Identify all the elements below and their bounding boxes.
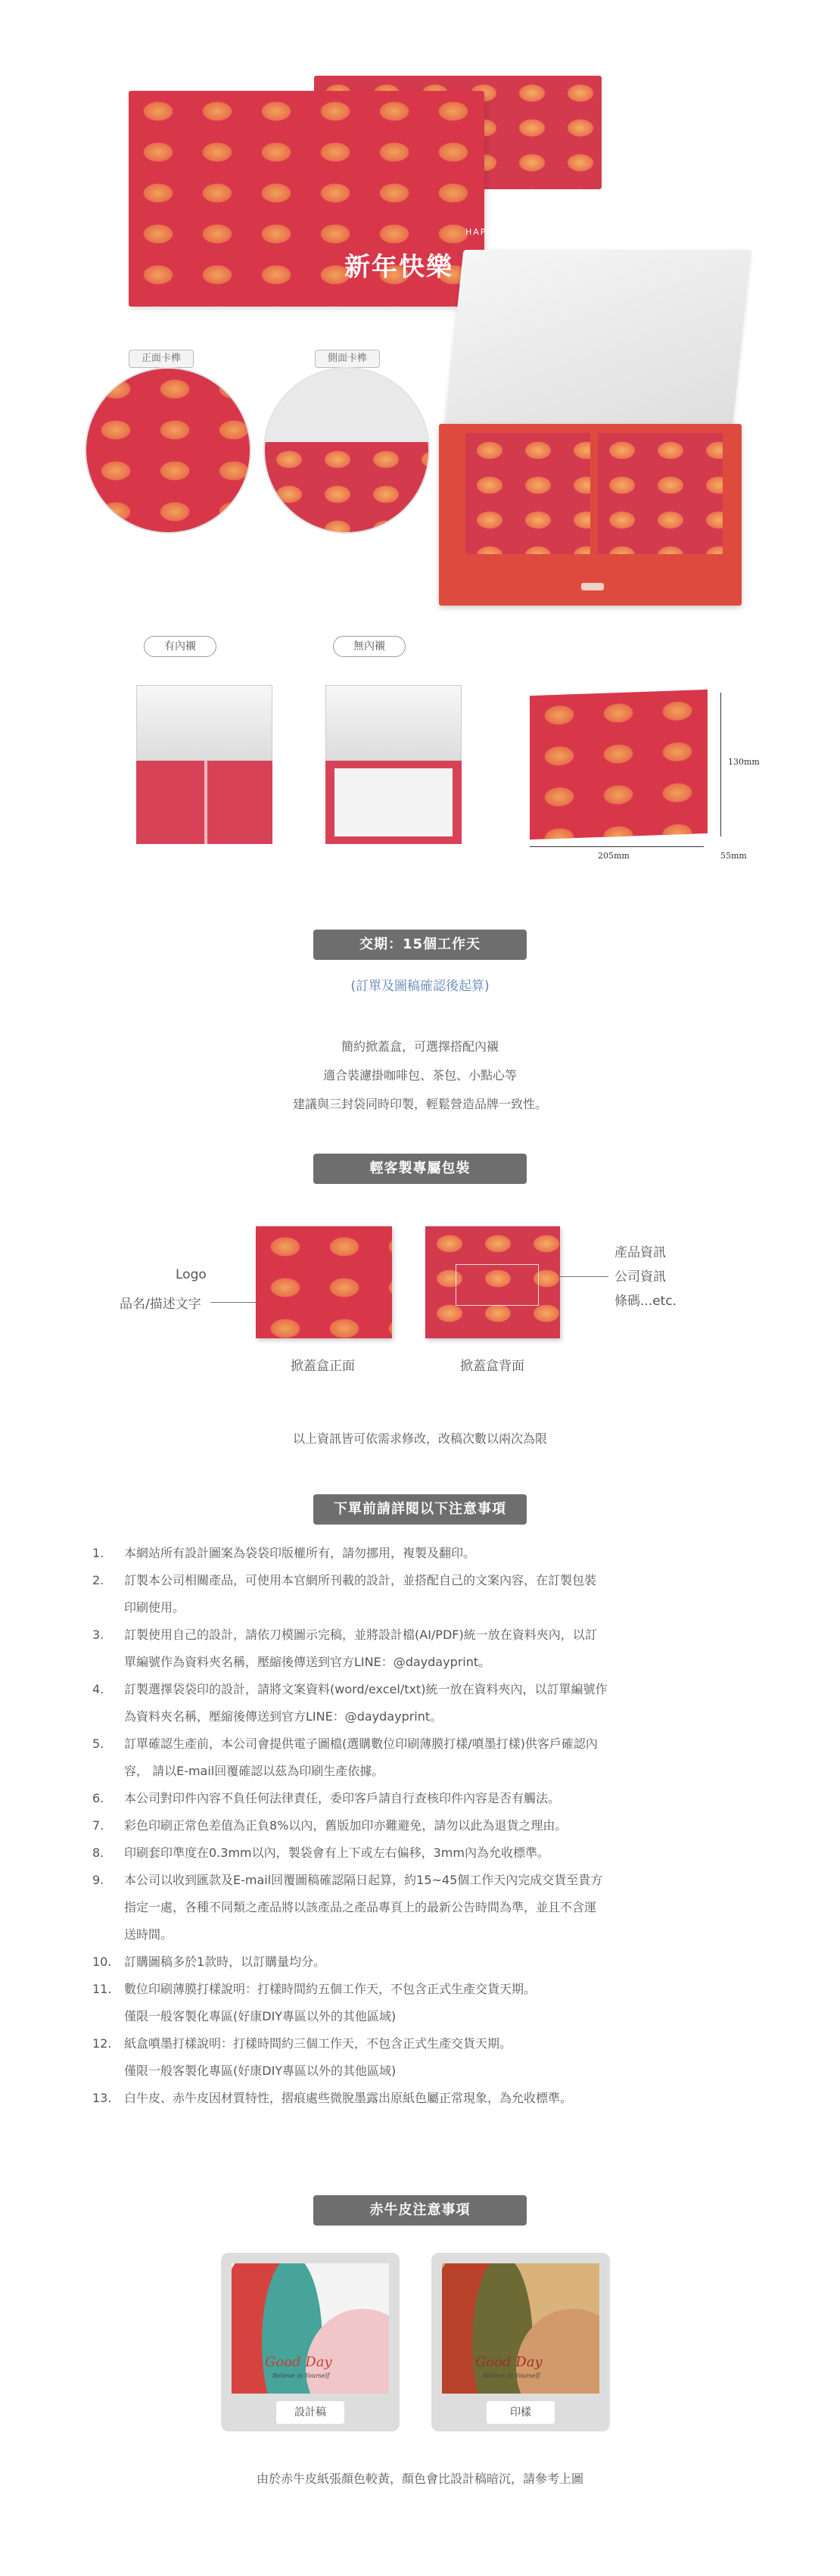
caption-back: 掀蓋盒背面 [460,1359,524,1374]
hero-inner-box-left [465,433,590,554]
print-art-text: Good Day [475,2354,543,2370]
dimension-height: 130mm [728,757,760,767]
option-with-insert: 有內襯 [144,636,216,657]
notice-item-number: 13. [92,2091,112,2105]
notice-item-number: 3. [92,1628,104,1642]
design-artwork [232,2263,389,2394]
notice-item-line: 僅限一般客製化專區(好康DIY專區以外的其他區域) [124,2009,397,2023]
notice-item [92,1812,748,1839]
box-logo [344,246,453,283]
notice-item-number: 1. [92,1546,104,1560]
dimension-line-height [720,693,721,836]
intro-line-1: 簡約掀蓋盒，可選擇搭配內襯 [341,1039,499,1054]
custom-note: 以上資訊皆可依需求修改，改稿次數以兩次為限 [292,1431,547,1446]
notice-item-line: 訂製使用自己的設計，請依刀模圖示完稿，並將設計檔(AI/PDF)統一放在資料夾內，以訂 [124,1628,597,1642]
notice-item-line: 單編號作為資料夾名稱，壓縮後傳送到官方LINE：@daydayprint。 [124,1655,491,1669]
notice-item [92,1785,748,1812]
notice-item-number: 8. [92,1846,104,1860]
notice-item-number: 7. [92,1818,104,1833]
option-without-insert: 無內襯 [333,636,406,657]
box-handle [581,583,604,590]
design-art-text: Good Day [265,2354,332,2370]
notice-item-number: 12. [92,2036,112,2051]
notice-item-number: 2. [92,1573,104,1587]
dimension-depth: 55mm [720,851,747,861]
notice-item [92,1540,748,1567]
notice-item [92,1621,748,1676]
callout-company-info: 公司資訊 [614,1269,666,1285]
dimension-box [530,690,708,839]
notice-item [92,1676,748,1730]
box-logo-text: 新年快樂 [344,252,453,282]
intro-line-2: 適合裝濾掛咖啡包、茶包、小點心等 [322,1068,517,1082]
custom-diagram [0,1219,840,1385]
callout-name: 品名/描述文字 [120,1297,201,1312]
design-art-sub: Believe in Yourself [272,2372,330,2379]
intro-line-3: 建議與三封袋同時印製，輕鬆營造品牌一致性。 [292,1097,547,1111]
notice-item [92,1839,748,1867]
box-tagline: HAPPY NEW YEAR [465,227,561,237]
frame-design [221,2253,400,2431]
hero-box-lid-open [445,250,751,428]
callout-barcode: 條碼...etc. [614,1294,677,1309]
frame-label-print: 印樣 [487,2401,555,2424]
detail-circle-side [263,367,430,534]
notice-title: 下單前請詳閱以下注意事項 [313,1494,527,1525]
notice-item-line: 印刷套印準度在0.3mm以內，製袋會有上下或左右偏移，3mm內為允收標準。 [124,1846,549,1860]
notice-item [92,1567,748,1621]
custom-title: 輕客製專屬包裝 [313,1154,527,1184]
notice-item-number: 6. [92,1791,104,1805]
notice-item-line: 為資料夾名稱，壓縮後傳送到官方LINE：@daydayprint。 [124,1709,443,1724]
frame-label-design: 設計稿 [276,2401,344,2424]
notice-item-line: 紙盒噴墨打樣說明：打樣時間約三個工作天，不包含正式生產交貨天期。 [124,2036,512,2051]
kraft-note: 由於赤牛皮紙張顏色較黃，顏色會比設計稿暗沉，請參考上圖 [256,2472,583,2486]
detail-circle-front [85,367,251,534]
notice-item-number: 4. [92,1682,104,1696]
notice-item [92,1730,748,1785]
hero-inner-box-right [598,433,723,554]
box-front-mock [256,1226,392,1338]
notice-item [92,1948,748,1976]
hero-section [0,0,840,621]
callout-line-right [560,1276,608,1277]
print-artwork [442,2263,599,2394]
notice-item-line: 訂製本公司相關產品，可使用本官網所刊載的設計，並搭配自己的文案內容，在訂製包裝 [124,1573,597,1587]
notice-item-line: 數位印刷薄膜打樣說明：打樣時間約五個工作天，不包含正式生產交貨天期。 [124,1982,537,1996]
box-without-insert [325,685,462,844]
notice-item-number: 11. [92,1982,112,1996]
detail-label-front: 正面卡榫 [129,350,194,368]
notice-item-line: 訂製選擇袋袋印的設計，請將文案資料(word/excel/txt)統一放在資料夾內，以訂單編號作 [124,1682,608,1696]
box-back-mock [425,1226,560,1338]
callout-logo: Logo [176,1267,207,1282]
notice-item [92,1976,748,2030]
notice-item-line: 送時間。 [124,1927,173,1942]
detail-label-side: 側面卡榫 [315,350,380,368]
notice-item-line: 本網站所有設計圖案為袋袋印版權所有，請勿挪用，複製及翻印。 [124,1546,476,1560]
notice-item-line: 訂單確認生產前，本公司會提供電子圖檔(選購數位印刷薄膜打樣/噴墨打樣)供客戶確認內 [124,1737,598,1751]
notice-item-line: 彩色印刷正常色差值為正負8%以內，舊版加印亦難避免，請勿以此為退貨之理由。 [124,1818,568,1833]
notice-item-number: 9. [92,1873,104,1887]
callout-product-info: 產品資訊 [614,1245,666,1260]
notice-item-line: 本公司以收到匯款及E-mail回覆圖稿確認隔日起算，約15~45個工作天內完成交貨至貴方 [124,1873,603,1887]
delivery-title: 交期：15個工作天 [313,930,527,960]
notice-item-line: 指定一處，各種不同類之產品將以該產品之產品專頁上的最新公告時間為準，並且不含運 [124,1900,597,1914]
callout-line-left [210,1302,256,1303]
print-art-sub: Believe in Yourself [483,2372,540,2379]
frame-print [431,2253,610,2431]
box-with-insert [136,685,272,844]
caption-front: 掀蓋盒正面 [291,1359,355,1374]
notice-item-number: 5. [92,1737,104,1751]
notice-item-number: 10. [92,1955,112,1969]
kraft-title: 赤牛皮注意事項 [313,2195,527,2226]
notice-item-line: 訂購圖稿多於1款時，以訂購量均分。 [124,1955,326,1969]
notice-item-line: 僅限一般客製化專區(好康DIY專區以外的其他區域) [124,2064,397,2078]
notice-item [92,2085,748,2112]
notice-item [92,2030,748,2085]
notice-item-line: 白牛皮、赤牛皮因材質特性，摺痕處些微脫墨露出原紙色屬正常現象，為允收標準。 [124,2091,573,2105]
notice-item-line: 印刷使用。 [124,1600,185,1615]
dimension-width: 205mm [598,851,630,861]
notice-item [92,1867,748,1948]
notice-list [92,1540,748,2112]
notice-item-line: 本公司對印件內容不負任何法律責任，委印客戶請自行查核印件內容是否有觸法。 [124,1791,561,1805]
delivery-subtitle: (訂單及圖稿確認後起算) [350,979,490,994]
notice-item-line: 容， 請以E-mail回覆確認以茲為印刷生產依據。 [124,1764,384,1778]
dimension-line-width [530,846,704,847]
insert-options-section [0,621,840,863]
